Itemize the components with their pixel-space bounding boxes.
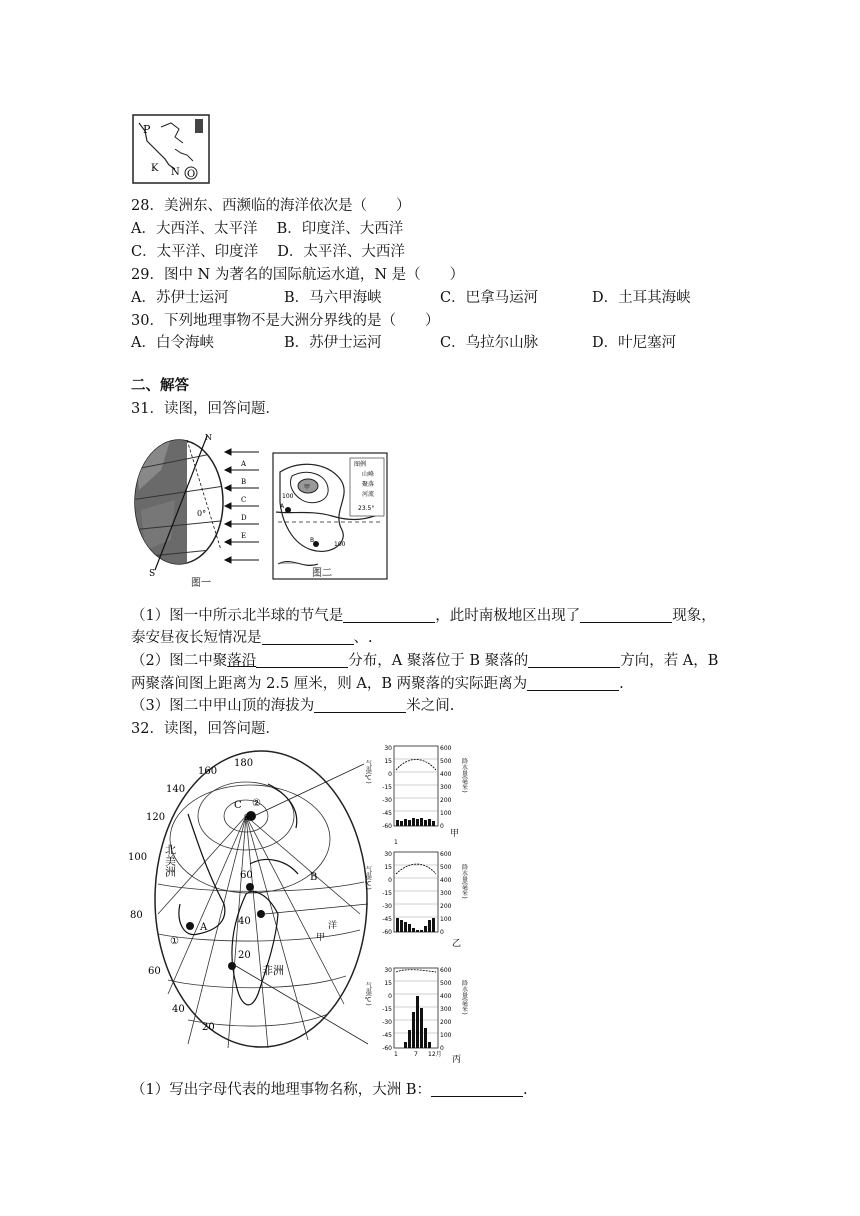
svg-text:100: 100 [440,810,452,817]
q31-blank-solar-term[interactable] [343,607,435,623]
svg-text:400: 400 [440,993,452,1000]
q29-option-c: C．巴拿马运河 [440,290,539,306]
map-label-n: N [171,167,180,178]
chart-bing-precip-ticks [440,967,452,1052]
svg-text:-15: -15 [382,784,392,791]
q29-option-a: A．苏伊士运河 [131,290,229,306]
legend-peak: 山峰 [362,471,375,478]
lat-60: 60 [240,870,253,881]
region-jia: 甲 [316,933,326,943]
map-label-100-a: 100 [282,493,294,500]
svg-text:0: 0 [388,877,392,884]
map-label-lat: 23.5° [358,505,375,512]
map-label-100-b: 100 [334,541,346,548]
lat-20: 20 [238,950,251,961]
ray-label-e: E [241,532,247,540]
chart-jia-precip-ticks [440,745,452,830]
ray-label-a: A [241,460,247,468]
ray-label-b: B [241,478,247,486]
svg-text:30: 30 [384,745,392,752]
q29-option-b: B．马六甲海峡 [284,290,382,306]
legend-title: 图例 [354,461,367,468]
map-label-o: O [187,169,196,180]
ray-label-d: D [241,514,247,522]
svg-text:500: 500 [440,980,452,987]
q28-options-row2: C．太平洋、印度洋 D．太平洋、大西洋 [131,244,405,260]
region-c: C [234,800,242,811]
climate-chart-jia [366,740,478,840]
chart-jia-temp-label: 气温(℃) [364,760,372,784]
chart-yi-precip-label: 降水量(毫米) [460,864,468,899]
svg-text:0: 0 [388,993,392,1000]
map-label-p: P [143,123,151,136]
globe1-label-zero: 0° [197,509,207,518]
svg-text:-15: -15 [382,1006,392,1013]
figure1-caption: 图一 [191,578,211,589]
svg-text:0: 0 [440,929,444,936]
q31-part2-line2: 两聚落间图上距离为 2.5 厘米，则 A，B 两聚落的实际距离为 . [131,676,624,692]
lon-60: 60 [148,966,161,977]
chart-bing-temp-label: 气温(℃) [364,982,372,1006]
svg-text:300: 300 [440,784,452,791]
svg-text:0: 0 [388,771,392,778]
q32-stem: 32．读图，回答问题． [131,721,280,737]
lon-40: 40 [172,1004,185,1015]
svg-text:-45: -45 [382,1032,392,1039]
q31-blank-daylength[interactable] [262,629,354,645]
figure2-caption: 图二 [312,568,332,579]
svg-text:-60: -60 [382,929,392,936]
svg-text:-30: -30 [382,797,392,804]
legend-settlement: 聚落 [362,481,375,488]
chart-yi-id: 乙 [452,939,462,949]
lat-90: 90 [244,813,255,822]
chart-jia-id: 甲 [450,829,460,839]
chart-bing-precip-label: 降水量(毫米) [460,980,468,1015]
region-north-america: 北美洲 [163,844,177,877]
chart-jia-precip-label: 降水量(毫米) [460,758,468,793]
marker-2: ② [252,798,261,809]
svg-text:-60: -60 [382,1045,392,1052]
chart-yi-temp-ticks [382,851,392,936]
svg-text:100: 100 [440,1032,452,1039]
lon-100: 100 [128,852,148,863]
q31-figure-2 [272,452,388,580]
svg-text:0: 0 [440,823,444,830]
q31-figure-1 [131,430,271,590]
climate-chart-yi [364,839,478,956]
region-a: A [200,922,208,933]
q28-stem: 28．美洲东、西濒临的海洋依次是（ ） [131,198,411,214]
svg-text:15: 15 [384,980,392,987]
svg-text:200: 200 [440,797,452,804]
globe1-label-s: S [149,569,156,579]
q29-option-d: D．土耳其海峡 [592,290,691,306]
map-label-k: K [151,163,159,174]
lon-80: 80 [130,910,143,921]
svg-text:15: 15 [384,758,392,765]
svg-text:15: 15 [384,864,392,871]
lon-160: 160 [198,766,218,777]
q31-blank-elevation[interactable] [314,697,406,713]
lon-120: 120 [146,812,166,823]
svg-text:100: 100 [440,916,452,923]
legend-river: 河流 [362,491,375,498]
chart-bing-xticks [394,1050,442,1058]
q31-blank-distance[interactable] [527,675,619,691]
svg-text:12月: 12月 [428,1051,442,1058]
q30-option-d: D．叶尼塞河 [592,335,677,351]
svg-text:30: 30 [384,967,392,974]
svg-text:30: 30 [384,851,392,858]
svg-text:-15: -15 [382,890,392,897]
lon-20: 20 [202,1022,215,1033]
region-africa: 非洲 [262,964,284,977]
marker-1: ① [170,936,179,947]
chart-yi-temp-label: 气温(℃) [364,866,372,890]
q32-blank-continent-b[interactable] [431,1081,523,1097]
svg-text:-60: -60 [382,823,392,830]
svg-text:0: 0 [440,1045,444,1052]
climate-chart-bing [366,962,478,1066]
svg-text:400: 400 [440,877,452,884]
lon-140: 140 [166,784,186,795]
q31-stem: 31．读图，回答问题． [131,401,280,417]
q29-stem: 29．图中 N 为著名的国际航运水道，N 是（ ） [131,267,465,283]
region-ocean: 洋 [328,921,338,931]
q28-options-row1: A．大西洋、太平洋 B．印度洋、大西洋 [131,221,404,237]
q31-blank-direction[interactable] [528,652,620,668]
svg-text:-45: -45 [382,810,392,817]
svg-text:400: 400 [440,771,452,778]
chart-jia-temp-ticks [382,745,392,830]
svg-text:200: 200 [440,903,452,910]
q30-option-b: B．苏伊士运河 [284,335,382,351]
region-b: B [310,872,318,883]
svg-text:600: 600 [440,967,452,974]
map-label-jia: 甲 [304,484,311,491]
ray-label-c: C [241,496,247,504]
q31-blank-distribution[interactable] [256,652,348,668]
lat-40: 40 [238,916,251,927]
svg-text:600: 600 [440,745,452,752]
svg-text:-45: -45 [382,916,392,923]
chart-bing-id: 丙 [452,1055,462,1065]
q31-part3: （3）图二中甲山顶的海拔为 米之间. [131,698,455,714]
top-map-figure [131,113,211,185]
q32-globe-figure [128,744,368,1070]
map-label-a: A [280,503,285,510]
q31-part1-line1: （1）图一中所示北半球的节气是 ，此时南极地区出现了 现象， [131,608,716,624]
svg-text:300: 300 [440,1006,452,1013]
section-heading: 二、解答 [131,377,189,394]
q31-part2-line1: （2）图二中聚落沿 分布，A 聚落位于 B 聚落的 方向，若 A，B [131,653,719,669]
svg-text:600: 600 [440,851,452,858]
q31-blank-polar-phenomenon[interactable] [580,607,672,623]
svg-text:1: 1 [394,1051,398,1058]
q32-part1: （1）写出字母代表的地理事物名称，大洲 B： . [131,1082,528,1098]
chart-yi-xticks [394,839,398,846]
chart-yi-precip-ticks [440,851,452,936]
svg-text:500: 500 [440,758,452,765]
svg-text:7: 7 [414,1051,418,1058]
svg-text:1: 1 [394,839,398,846]
q30-option-a: A．白令海峡 [131,335,214,351]
svg-text:-30: -30 [382,1019,392,1026]
lon-180: 180 [234,758,254,769]
q30-option-c: C．乌拉尔山脉 [440,335,539,351]
svg-text:300: 300 [440,890,452,897]
svg-text:500: 500 [440,864,452,871]
chart-bing-temp-ticks [382,967,392,1052]
map-label-b: B [310,537,315,544]
svg-text:200: 200 [440,1019,452,1026]
svg-text:-30: -30 [382,903,392,910]
q30-stem: 30．下列地理事物不是大洲分界线的是（ ） [131,313,440,329]
globe1-label-n: N [205,433,212,442]
q31-part1-line2: 泰安昼夜长短情况是 、. [131,630,373,646]
